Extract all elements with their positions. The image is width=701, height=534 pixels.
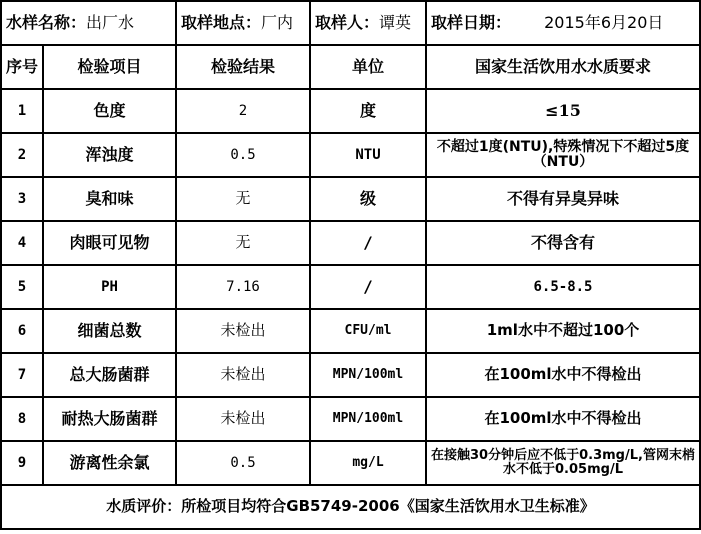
row-result: 0.5: [176, 133, 310, 177]
table-row: [1, 177, 700, 221]
row-result: 无: [176, 177, 310, 221]
row-standard: 不得有异臭异味: [426, 177, 700, 221]
table-row: [1, 133, 700, 177]
row-standard: ≤15: [426, 89, 700, 133]
table-row: [1, 265, 700, 309]
location-value: 厂内: [261, 12, 294, 32]
row-standard: 在100ml水中不得检出: [426, 397, 700, 441]
row-unit: /: [310, 265, 426, 309]
row-item: 色度: [43, 89, 176, 133]
row-standard: 6.5-8.5: [426, 265, 700, 309]
sample-name-value: 出厂水: [86, 12, 135, 32]
sampler-cell: [310, 1, 426, 45]
row-standard: 在100ml水中不得检出: [426, 353, 700, 397]
row-item: PH: [43, 265, 176, 309]
row-unit: NTU: [310, 133, 426, 177]
sampler-value: 谭英: [379, 12, 412, 32]
row-unit: /: [310, 221, 426, 265]
date-label: 取样日期：: [431, 12, 512, 32]
row-no: 3: [1, 177, 43, 221]
row-result: 未检出: [176, 397, 310, 441]
table-row: [1, 441, 700, 485]
row-no: 2: [1, 133, 43, 177]
row-standard: 不得含有: [426, 221, 700, 265]
row-no: 9: [1, 441, 43, 485]
location-cell: [176, 1, 310, 45]
info-row: [1, 1, 700, 45]
row-item: 浑浊度: [43, 133, 176, 177]
location-label: 取样地点：: [181, 12, 262, 32]
date-cell: [426, 1, 700, 45]
row-item: 耐热大肠菌群: [43, 397, 176, 441]
row-result: 2: [176, 89, 310, 133]
row-unit: MPN/100ml: [310, 397, 426, 441]
date-value: 2015年6月20日: [544, 12, 664, 32]
col-header-item: 检验项目: [43, 45, 176, 89]
col-header-standard: 国家生活饮用水水质要求: [426, 45, 700, 89]
table-row: [1, 397, 700, 441]
row-no: 7: [1, 353, 43, 397]
row-item: 臭和味: [43, 177, 176, 221]
table-row: [1, 353, 700, 397]
col-header-no: 序号: [1, 45, 43, 89]
row-item: 肉眼可见物: [43, 221, 176, 265]
row-unit: 度: [310, 89, 426, 133]
col-header-unit: 单位: [310, 45, 426, 89]
row-standard: 不超过1度(NTU),特殊情况下不超过5度（NTU）: [426, 133, 700, 177]
row-no: 6: [1, 309, 43, 353]
row-no: 5: [1, 265, 43, 309]
row-result: 未检出: [176, 353, 310, 397]
row-unit: MPN/100ml: [310, 353, 426, 397]
row-result: 无: [176, 221, 310, 265]
row-no: 8: [1, 397, 43, 441]
sample-name-label: 水样名称：: [6, 12, 87, 32]
sample-name-cell: [1, 1, 176, 45]
row-unit: CFU/ml: [310, 309, 426, 353]
row-standard: 1ml水中不超过100个: [426, 309, 700, 353]
row-item: 总大肠菌群: [43, 353, 176, 397]
row-unit: mg/L: [310, 441, 426, 485]
evaluation-row: [1, 485, 700, 529]
table-row: [1, 89, 700, 133]
row-item: 游离性余氯: [43, 441, 176, 485]
row-result: 0.5: [176, 441, 310, 485]
row-unit: 级: [310, 177, 426, 221]
row-result: 未检出: [176, 309, 310, 353]
evaluation-text: 水质评价：所检项目均符合GB5749-2006《国家生活饮用水卫生标准》: [1, 485, 700, 529]
row-item: 细菌总数: [43, 309, 176, 353]
table-row: [1, 221, 700, 265]
column-header-row: [1, 45, 700, 89]
col-header-result: 检验结果: [176, 45, 310, 89]
row-result: 7.16: [176, 265, 310, 309]
sampler-label: 取样人：: [315, 12, 380, 32]
row-no: 4: [1, 221, 43, 265]
row-no: 1: [1, 89, 43, 133]
table-row: [1, 309, 700, 353]
row-standard: 在接触30分钟后应不低于0.3mg/L,管网末梢水不低于0.05mg/L: [426, 441, 700, 485]
